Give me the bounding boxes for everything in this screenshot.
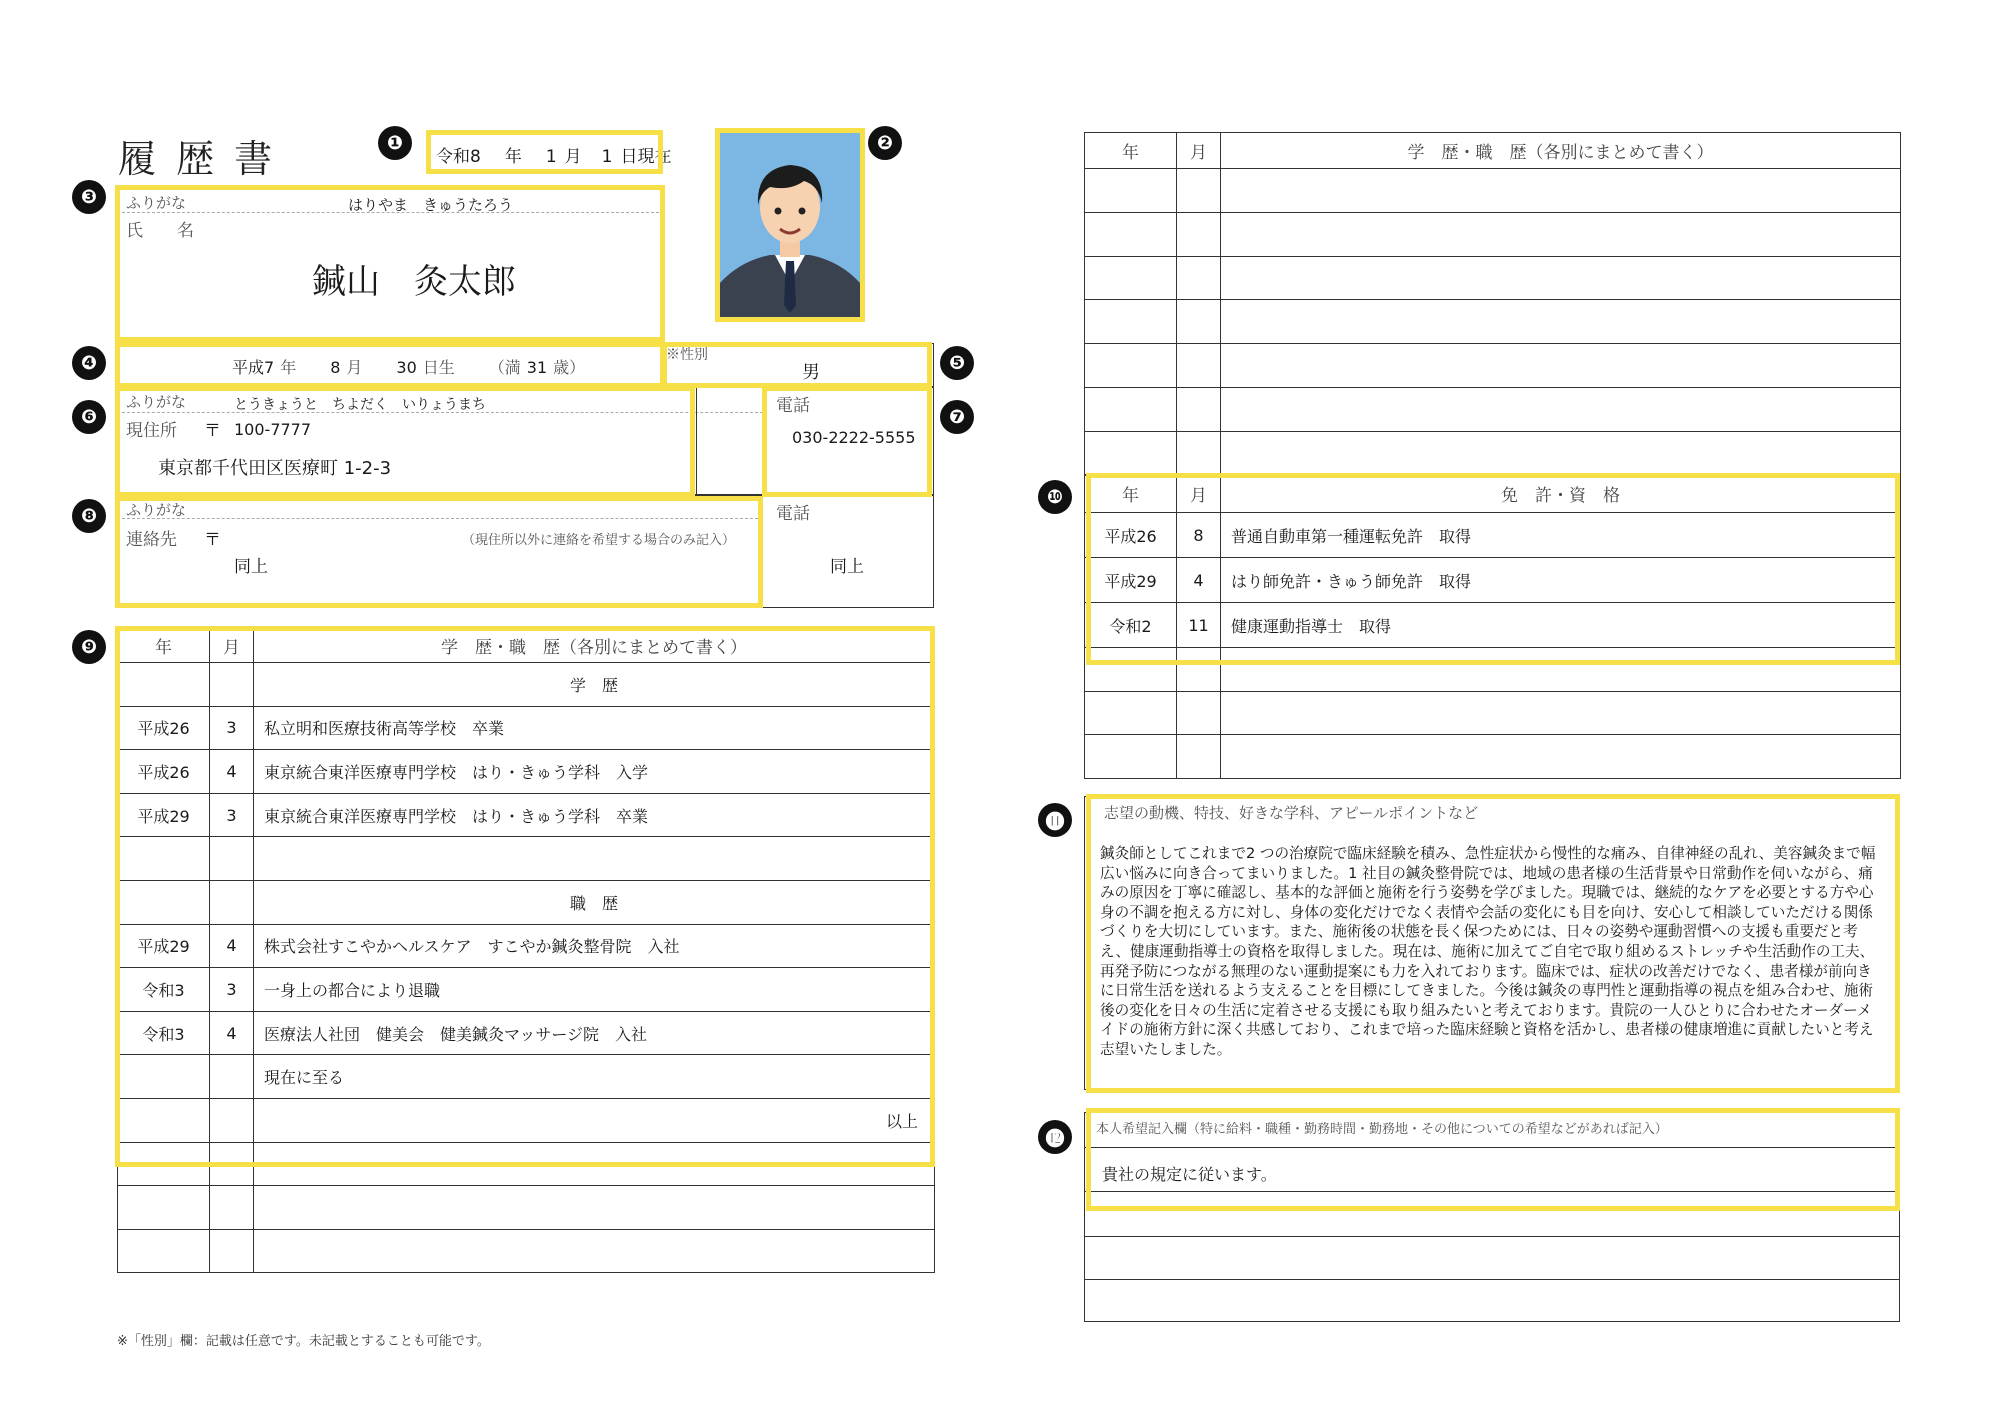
header-month: 月 xyxy=(1177,133,1221,169)
table-header-row xyxy=(1085,475,1901,513)
cell-content xyxy=(254,1142,935,1186)
header-content: 学 歴・職 歴（各別にまとめて書く） xyxy=(254,629,935,663)
footnote: ※「性別」欄：記載は任意です。未記載とすることも可能です。 xyxy=(117,1334,490,1349)
badge-11: ⓫ xyxy=(1038,803,1072,837)
address-postal-mark: 〒 xyxy=(204,421,221,441)
person-photo-icon xyxy=(720,133,860,317)
table-header-row xyxy=(118,629,935,663)
request-box xyxy=(1084,1112,1900,1322)
table-row xyxy=(1085,431,1901,475)
cell-content xyxy=(1221,431,1901,475)
birth-month-unit: 月 xyxy=(346,358,363,377)
birth-month: 8 xyxy=(330,358,341,377)
cell-year xyxy=(118,1055,210,1099)
motivation-label: 志望の動機、特技、好きな学科、アピールポイントなど xyxy=(1104,804,1479,822)
cell-year xyxy=(118,880,210,924)
cell-month xyxy=(1177,648,1221,692)
motivation-text: 鍼灸師としてこれまで2 つの治療院で臨床経験を積み、急性症状から慢性的な痛み、自律神経の乱れ、美容鍼灸まで幅広い悩みに向き合ってまいりました。1 社目の鍼灸整骨院では、地域の患者様の生活背景や日常動作を伺いながら、痛みの原因を丁寧に確認し、基本的な評価と施術を行う姿勢を学びました。現職では、継続的なケアを必要とする方や心身の不調を抱える方に対し、身体の変化だけでなく表情や会話の変化にも目を向け、安心して相談していただける関係づくりを大切にしています。また、施術後の状態を長く保つためには、日々の姿勢や運動習慣への支援も重要だと考え、健康運動指導士の資格を取得しました。現在は、施術に加えてご自宅で取り組めるストレッチや生活動作の工夫、再発予防につながる無理のない運動提案にも力を入れております。臨床では、症状の改善だけでなく、患者様が前向きに日常生活を送れるよう支えることを目標にしてきました。今後は鍼灸の専門性と運動指導の視点を組み合わせ、施術後の変化を日々の生活に定着させる支援にも取り組みたいと考えております。貴院の一人ひとりに合わせたオーダーメイドの施術方針に深く共感しており、これまで培った臨床経験と資格を活かし、患者様の健康増進に貢献したいと考え志望いたしました。 xyxy=(1100,845,1876,1058)
table-row xyxy=(1085,603,1901,648)
contact-label: 連絡先 xyxy=(126,530,177,550)
cell-year: 平成26 xyxy=(1085,513,1177,558)
cell-year xyxy=(118,1229,210,1273)
phone-value: 030-2222-5555 xyxy=(792,428,916,447)
cell-content xyxy=(1221,344,1901,388)
cell-content: 株式会社すこやかヘルスケア すこやか鍼灸整骨院 入社 xyxy=(254,924,935,968)
name-furigana-label: ふりがな xyxy=(126,194,187,212)
cell-content xyxy=(1221,256,1901,300)
ruled-line xyxy=(1084,1191,1900,1192)
table-row xyxy=(1085,513,1901,558)
cell-year xyxy=(1085,387,1177,431)
request-text: 貴社の規定に従います。 xyxy=(1102,1165,1277,1184)
date-day-suffix: 日現在 xyxy=(620,147,672,167)
cell-year xyxy=(1085,691,1177,735)
gender-value: 男 xyxy=(802,362,820,383)
request-label: 本人希望記入欄（特に給料・職種・勤務時間・勤務地・その他についての希望などがあれば記入） xyxy=(1096,1122,1668,1137)
cell-content: はり師免許・きゅう師免許 取得 xyxy=(1221,558,1901,603)
table-row xyxy=(118,1098,935,1142)
address-label: 現住所 xyxy=(126,421,177,441)
cell-year xyxy=(118,1186,210,1230)
address-postal-code: 100-7777 xyxy=(234,420,312,439)
address-value: 東京都千代田区医療町 1-2-3 xyxy=(158,458,392,479)
table-row xyxy=(118,880,935,924)
cell-year xyxy=(1085,212,1177,256)
gender-label: ※性別 xyxy=(666,347,708,363)
table-row xyxy=(1085,558,1901,603)
badge-3: ❸ xyxy=(72,180,106,214)
cell-year xyxy=(1085,344,1177,388)
cell-year: 平成26 xyxy=(118,706,210,750)
badge-5: ❺ xyxy=(940,346,974,380)
cell-content: 医療法人社団 健美会 健美鍼灸マッサージ院 入社 xyxy=(254,1011,935,1055)
cell-month: 4 xyxy=(210,1011,254,1055)
cell-content xyxy=(1221,387,1901,431)
cell-month xyxy=(1177,300,1221,344)
contact-phone-label: 電話 xyxy=(776,504,810,524)
cell-year xyxy=(118,1142,210,1186)
birth-era: 平成7 xyxy=(232,358,275,377)
table-row xyxy=(118,793,935,837)
cell-month xyxy=(1177,344,1221,388)
cell-month xyxy=(210,1055,254,1099)
cell-year xyxy=(1085,300,1177,344)
ruled-line xyxy=(1084,1236,1900,1237)
contact-note: （現住所以外に連絡を希望する場合のみ記入） xyxy=(462,533,736,548)
contact-postal-mark: 〒 xyxy=(204,530,221,550)
cell-content: 健康運動指導士 取得 xyxy=(1221,603,1901,648)
table-row xyxy=(1085,212,1901,256)
cell-year: 令和2 xyxy=(1085,603,1177,648)
birth-day: 30 xyxy=(396,358,417,377)
cell-content: 職 歴 xyxy=(254,880,935,924)
header-month: 月 xyxy=(1177,475,1221,513)
date-month: 1 xyxy=(545,147,557,167)
cell-month xyxy=(210,1098,254,1142)
age-value: 31 xyxy=(526,358,548,377)
badge-2: ❷ xyxy=(868,126,902,160)
cell-month: 8 xyxy=(1177,513,1221,558)
table-row xyxy=(1085,735,1901,779)
cell-month xyxy=(1177,431,1221,475)
table-row xyxy=(118,1055,935,1099)
right-history-table xyxy=(1084,132,1901,476)
cell-content xyxy=(1221,169,1901,213)
cell-month xyxy=(1177,212,1221,256)
cell-content xyxy=(1221,300,1901,344)
ruled-line xyxy=(1084,1279,1900,1280)
header-content: 学 歴・職 歴（各別にまとめて書く） xyxy=(1221,133,1901,169)
document-title: 履 歴 書 xyxy=(118,137,277,181)
age-prefix: （満 xyxy=(488,358,521,377)
table-row xyxy=(1085,256,1901,300)
badge-8: ❽ xyxy=(72,499,106,533)
table-row xyxy=(118,1186,935,1230)
date-year-unit: 年 xyxy=(504,147,522,167)
photo-area xyxy=(720,133,860,317)
ruled-line xyxy=(1084,1147,1900,1148)
cell-month: 4 xyxy=(210,924,254,968)
badge-10: ❿ xyxy=(1038,480,1072,514)
table-row xyxy=(118,750,935,794)
table-row xyxy=(118,1142,935,1186)
cell-month: 4 xyxy=(1177,558,1221,603)
cell-month xyxy=(1177,387,1221,431)
cell-month xyxy=(210,880,254,924)
date-era: 令和8 xyxy=(436,147,481,167)
cell-content xyxy=(254,1186,935,1230)
history-table xyxy=(117,628,935,1273)
cell-year: 平成29 xyxy=(118,793,210,837)
cell-year: 平成26 xyxy=(118,750,210,794)
header-content: 免 許・資 格 xyxy=(1221,475,1901,513)
address-furigana-label: ふりがな xyxy=(126,393,187,411)
cell-month xyxy=(210,1142,254,1186)
cell-month: 3 xyxy=(210,706,254,750)
cell-content: 東京統合東洋医療専門学校 はり・きゅう学科 入学 xyxy=(254,750,935,794)
cell-month: 11 xyxy=(1177,603,1221,648)
cell-content xyxy=(1221,212,1901,256)
cell-content: 学 歴 xyxy=(254,663,935,707)
cell-year xyxy=(118,663,210,707)
cell-year xyxy=(1085,256,1177,300)
header-year: 年 xyxy=(118,629,210,663)
cell-content xyxy=(254,1229,935,1273)
cell-year: 平成29 xyxy=(1085,558,1177,603)
table-row xyxy=(1085,648,1901,692)
table-header-row xyxy=(1085,133,1901,169)
cell-content: 現在に至る xyxy=(254,1055,935,1099)
cell-month xyxy=(1177,735,1221,779)
cell-year xyxy=(1085,431,1177,475)
cell-year: 令和3 xyxy=(118,968,210,1012)
phone-label: 電話 xyxy=(776,396,810,416)
birth-day-suffix: 日生 xyxy=(422,358,455,377)
header-month: 月 xyxy=(210,629,254,663)
address-furigana: とうきょうと ちよだく いりょうまち xyxy=(234,397,486,413)
table-row xyxy=(118,1229,935,1273)
cell-month xyxy=(210,837,254,881)
table-row xyxy=(118,968,935,1012)
contact-furigana-label: ふりがな xyxy=(126,501,187,519)
table-row xyxy=(118,663,935,707)
cell-month xyxy=(210,663,254,707)
cell-content xyxy=(254,837,935,881)
contact-box xyxy=(117,495,763,608)
badge-4: ❹ xyxy=(72,346,106,380)
table-row xyxy=(1085,169,1901,213)
cell-content xyxy=(1221,691,1901,735)
badge-9: ❾ xyxy=(72,630,106,664)
contact-value: 同上 xyxy=(234,557,268,577)
table-row xyxy=(118,706,935,750)
cell-year xyxy=(1085,735,1177,779)
cell-content xyxy=(1221,648,1901,692)
cell-content: 私立明和医療技術高等学校 卒業 xyxy=(254,706,935,750)
table-row xyxy=(1085,300,1901,344)
cell-year: 平成29 xyxy=(118,924,210,968)
cell-content: 東京統合東洋医療専門学校 はり・きゅう学科 卒業 xyxy=(254,793,935,837)
birth-line xyxy=(232,355,585,378)
cell-month xyxy=(1177,691,1221,735)
table-row xyxy=(1085,691,1901,735)
cell-month xyxy=(210,1229,254,1273)
license-table xyxy=(1084,474,1901,779)
cell-month: 3 xyxy=(210,793,254,837)
cell-month: 3 xyxy=(210,968,254,1012)
cell-content: 普通自動車第一種運転免許 取得 xyxy=(1221,513,1901,558)
birth-year-unit: 年 xyxy=(280,358,297,377)
name-value: 鍼山 灸太郎 xyxy=(312,262,516,302)
age-suffix: 歳） xyxy=(553,358,586,377)
table-row xyxy=(118,924,935,968)
cell-year xyxy=(118,837,210,881)
cell-month xyxy=(210,1186,254,1230)
cell-content xyxy=(1221,735,1901,779)
name-label: 氏 名 xyxy=(126,221,194,241)
badge-6: ❻ xyxy=(72,400,106,434)
cell-month xyxy=(1177,169,1221,213)
cell-year: 令和3 xyxy=(118,1011,210,1055)
header-year: 年 xyxy=(1085,133,1177,169)
cell-content: 以上 xyxy=(254,1098,935,1142)
date-day: 1 xyxy=(601,147,613,167)
cell-content: 一身上の都合により退職 xyxy=(254,968,935,1012)
table-row xyxy=(1085,387,1901,431)
header-year: 年 xyxy=(1085,475,1177,513)
cell-year xyxy=(118,1098,210,1142)
contact-phone-value: 同上 xyxy=(830,557,864,577)
date-line xyxy=(436,142,671,167)
badge-7: ❼ xyxy=(940,400,974,434)
badge-12: ⓬ xyxy=(1038,1120,1072,1154)
table-row xyxy=(118,837,935,881)
cell-year xyxy=(1085,648,1177,692)
cell-month xyxy=(1177,256,1221,300)
cell-month: 4 xyxy=(210,750,254,794)
cell-year xyxy=(1085,169,1177,213)
name-furigana: はりやま きゅうたろう xyxy=(348,196,514,214)
badge-1: ❶ xyxy=(378,126,412,160)
table-row xyxy=(118,1011,935,1055)
table-row xyxy=(1085,344,1901,388)
date-month-unit: 月 xyxy=(564,147,582,167)
